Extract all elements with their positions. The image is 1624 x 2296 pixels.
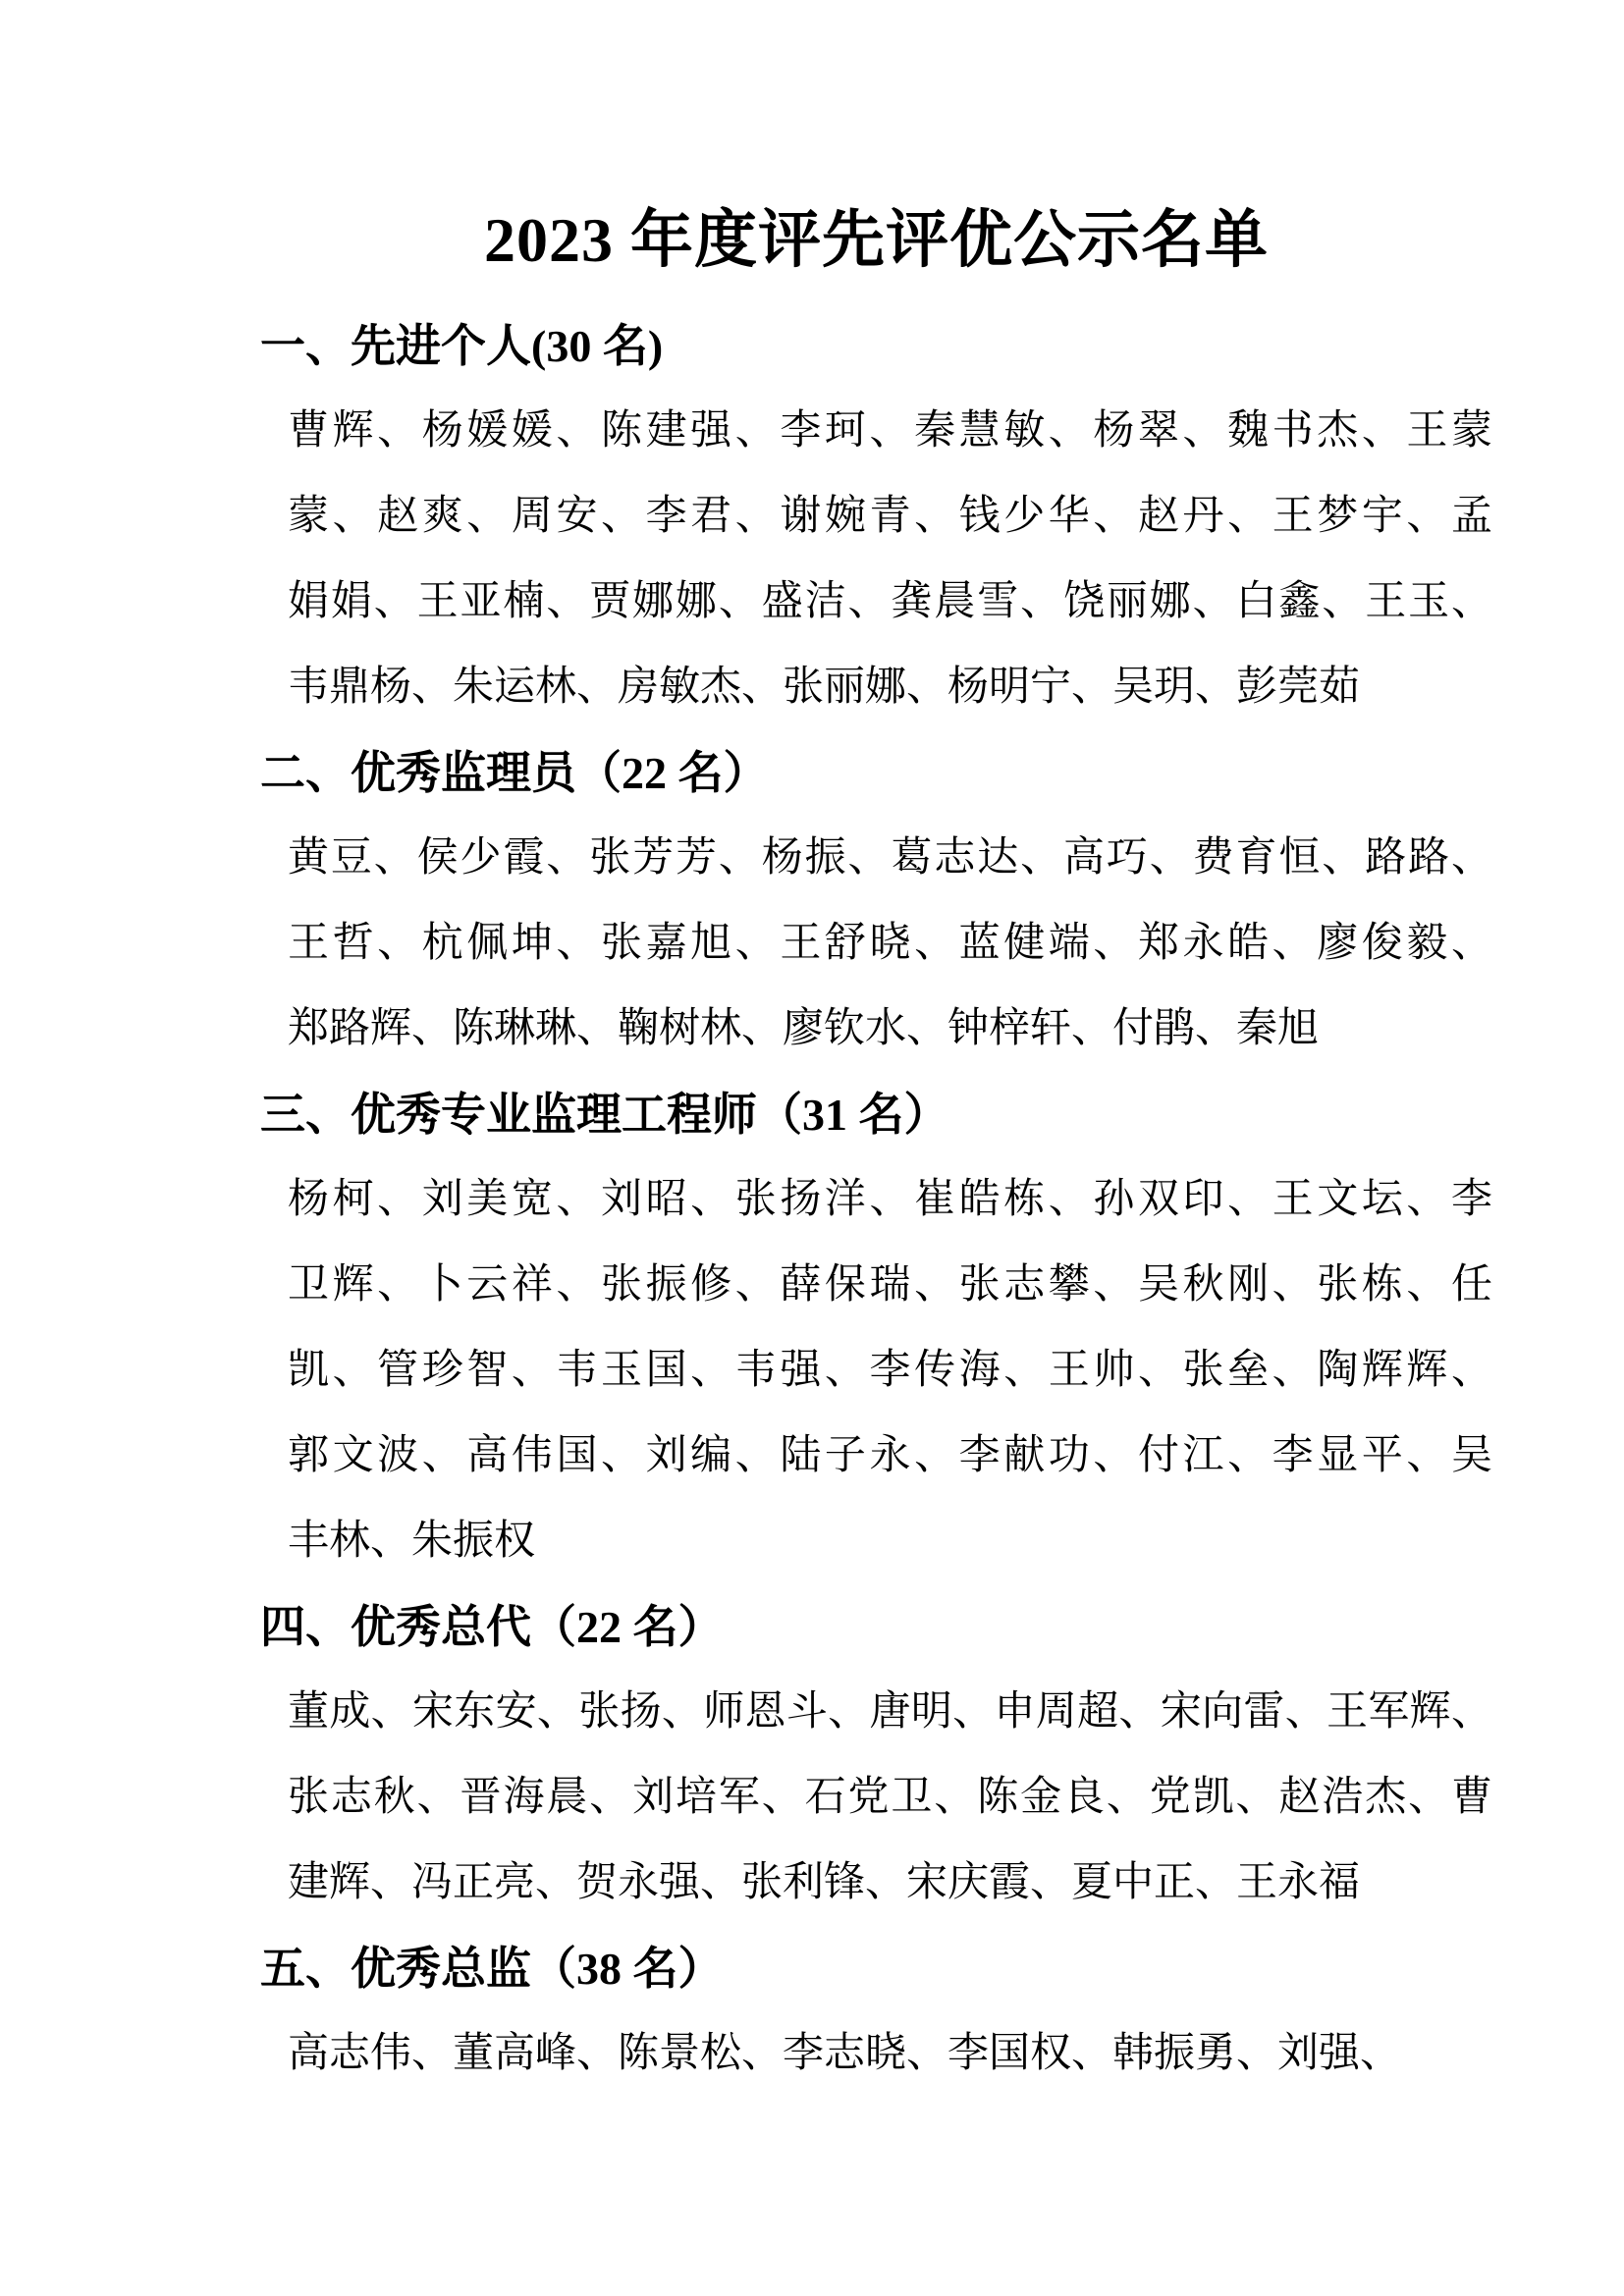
name-line: 杨柯、刘美宽、刘昭、张扬洋、崔皓栋、孙双印、王文坛、李 [288,1177,1492,1222]
section-heading-3: 三、优秀专业监理工程师（31 名） [260,1090,949,1140]
name-line: 郑路辉、陈琳琳、鞠树林、廖钦水、钟梓轩、付鹃、秦旭 [288,1006,1320,1051]
name-line: 黄豆、侯少霞、张芳芳、杨振、葛志达、高巧、费育恒、路路、 [288,835,1492,881]
name-line: 王哲、杭佩坤、张嘉旭、王舒晓、蓝健端、郑永皓、廖俊毅、 [288,921,1492,966]
name-line: 董成、宋东安、张扬、师恩斗、唐明、申周超、宋向雷、王军辉、 [288,1689,1492,1735]
section-heading-2: 二、优秀监理员（22 名） [260,748,769,798]
name-line: 娟娟、王亚楠、贾娜娜、盛洁、龚晨雪、饶丽娜、白鑫、王玉、 [288,579,1492,624]
name-line: 曹辉、杨媛媛、陈建强、李珂、秦慧敏、杨翠、魏书杰、王蒙 [288,408,1492,454]
section-heading-5: 五、优秀总监（38 名） [260,1944,724,1994]
name-line: 建辉、冯正亮、贺永强、张利锋、宋庆霞、夏中正、王永福 [288,1860,1361,1905]
section-excellent-chief-supervisors [260,1926,1492,2097]
name-line: 张志秋、晋海晨、刘培军、石党卫、陈金良、党凯、赵浩杰、曹 [288,1775,1492,1820]
name-line: 蒙、赵爽、周安、李君、谢婉青、钱少华、赵丹、王梦宇、孟 [288,494,1492,539]
section-excellent-chief-representatives [260,1584,1492,1926]
section-heading-1: 一、先进个人(30 名) [260,321,664,371]
name-line: 高志伟、董高峰、陈景松、李志晓、李国权、韩振勇、刘强、 [288,2031,1402,2076]
name-line: 卫辉、卜云祥、张振修、薛保瑞、张志攀、吴秋刚、张栋、任 [288,1262,1492,1308]
section-advanced-individuals [260,303,1492,730]
document-title: 2023 年度评先评优公示名单 [484,205,1269,275]
name-line: 韦鼎杨、朱运林、房敏杰、张丽娜、杨明宁、吴玥、彭莞茹 [288,665,1361,710]
name-line: 凯、管珍智、韦玉国、韦强、李传海、王帅、张垒、陶辉辉、 [288,1348,1492,1393]
name-line: 丰林、朱振权 [288,1519,536,1564]
name-line: 郭文波、高伟国、刘编、陆子永、李献功、付江、李显平、吴 [288,1433,1492,1478]
section-excellent-supervisors [260,730,1492,1072]
section-heading-4: 四、优秀总代（22 名） [260,1602,724,1652]
section-excellent-professional-engineers [260,1072,1492,1584]
